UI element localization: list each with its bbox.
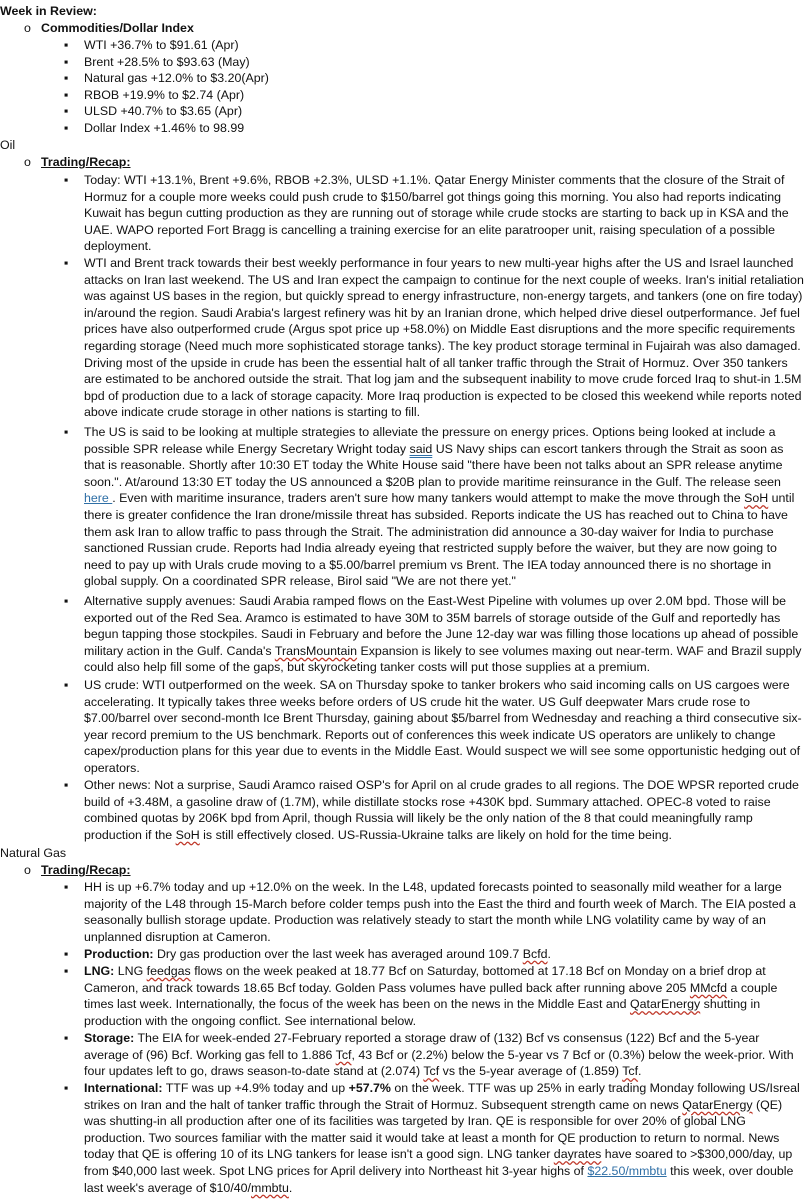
list-item: ▪ Brent +28.5% to $93.63 (May) <box>64 54 250 69</box>
gas-paragraph-lng: ▪ LNG: LNG feedgas flows on the week peaked at 18.77 Bcf on Saturday, bottomed at 17.18 Bcf on Monday on a brief drop at Cameron, and track towards 18.65 Bcf today. Golden Pass volumes have pulled back after running above 205 MMcfd a couple times last week. Internationally, the focus of the week has been on the news in the Middle East and QatarEnergy shutting in production with the ongoing conflict. See international below. <box>64 964 778 1028</box>
oil-paragraph-alt-supply: ▪ Alternative supply avenues: Saudi Arabia ramped flows on the East-West Pipeline with volumes up over 2.0M bpd. Those will be exported out of the Red Sea. Aramco is estimated to have 30M to 35M barrels of storage outside of the Gulf and reportedly has begun tapping those stockpiles. Saudi in February and before the June 12-day war was filling those locations up ahead of possible military action in the Gulf. Canda's TransMountain Expansion is likely to see volumes maxing out near-term. WAF and Brazil supply could also help fill some of the gaps, but skyrocketing tanker costs will put those supplies at a premium. <box>64 594 802 675</box>
square-bullet-icon: ▪ <box>64 71 69 85</box>
section-label-oil: Oil <box>0 138 16 152</box>
oil-paragraph-today: ▪ Today: WTI +13.1%, Brent +9.6%, RBOB +2.3%, ULSD +1.1%. Qatar Energy Minister comments that the closure of the Strait of Hormuz for a couple more weeks could push crude to $150/barrel got things going this morning. You also had reports indicating Kuwait has begun cutting production as they are running out of storage while crude stocks are starting to back up in KSA and the UAE. WAPO reported Fort Bragg is cancelling a training exercise for an elite paratrooper unit, raising speculation of a possible deployment. <box>64 173 789 254</box>
said-link[interactable]: said <box>409 441 433 456</box>
list-item: ▪ RBOB +19.9% to $2.74 (Apr) <box>64 87 245 102</box>
lng-price-link[interactable]: $22.50/mmbtu <box>587 1163 667 1178</box>
spelling-flag: Tcf <box>335 1047 352 1062</box>
list-item: ▪ Natural gas +12.0% to $3.20(Apr) <box>64 71 269 85</box>
gas-paragraph-production: ▪ Production: Dry gas production over the last week has averaged around 109.7 Bcfd. <box>64 947 551 961</box>
gas-paragraph-summary: ▪ HH is up +6.7% today and up +12.0% on the week. In the L48, updated forecasts pointed to seasonally mild weather for a large majority of the L48 through 15-March before colder temps push into the East the third and fourth week of March. The EIA posted a seasonally bullish storage update. Production was relatively steady to start the month while LNG volatility came by way of an unplanned disruption at Cameron. <box>64 880 796 944</box>
square-bullet-icon: ▪ <box>64 120 69 135</box>
list-item: ▪ Dollar Index +1.46% to 98.99 <box>64 120 245 135</box>
spelling-flag: mmbtu <box>251 1180 289 1195</box>
oil-paragraph-us-crude: ▪ US crude: WTI outperformed on the week. SA on Thursday spoke to tanker brokers who said incoming calls on US cargoes were accelerating. It typically takes three weeks before orders of US crude hit the water. US Gulf deepwater Mars crude rose to $7.00/barrel over second-month Ice Brent Thursday, gaining about $5/barrel from Wednesday and reaching a third consecutive six-year record premium to the US benchmark. Reports out of conferences this week indicate US operators are unlikely to change capex/production plans for this year due to events in the Middle East. Would suspect we will see some opportunistic hedging out of operators. <box>64 678 802 775</box>
spelling-flag: Tcf <box>423 1064 440 1079</box>
gas-recap-heading: o Trading/Recap: <box>24 863 131 877</box>
spelling-flag: QatarEnergy <box>629 997 701 1012</box>
spelling-flag: QatarEnergy <box>682 1097 753 1112</box>
release-here-link[interactable]: here <box>84 491 113 506</box>
spelling-flag: MMcfd <box>689 980 728 995</box>
square-bullet-icon: ▪ <box>64 256 69 270</box>
oil-paragraph-other-news: ▪ Other news: Not a surprise, Saudi Aramco raised OSP's for April on al crude grades to all regions. The DOE WPSR reported crude build of +3.48M, a gasoline draw of (1.7M), while distillate stocks rose +430K bpd. Summary attached. OPEC-8 voted to raise combined quotas by 206K bpd from April, though Russia will likely be the only nation of the 8 that could meaningfully ramp production if the SoH is still effectively closed. US-Russia-Ukraine talks are likely on hold for the time being. <box>64 778 799 842</box>
square-bullet-icon: ▪ <box>64 947 69 961</box>
page-title: Week in Review: <box>0 4 97 18</box>
spelling-flag: TransMountain <box>274 643 358 658</box>
square-bullet-icon: ▪ <box>64 173 69 187</box>
section-label-natural-gas: Natural Gas <box>0 846 67 860</box>
square-bullet-icon: ▪ <box>64 964 69 978</box>
oil-paragraph-us-strategies: ▪ The US is said to be looking at multiple strategies to alleviate the pressure on energy prices. Options being looked at include a possible SPR release while Energy Secretary Wright today said US Navy ships can escort tankers through the Strait as soon as that is reasonable. Shortly after 10:30 ET today the White House said "there have been not talks about an SPR release anytime soon.". At/around 13:30 ET today the US announced a $20B plan to provide maritime reinsurance in the Gulf. The release seen here . Even with maritime insurance, traders aren't sure how many tankers would attempt to make the move through the SoH until there is greater confidence the Iran drone/missile threat has subsided. Reports indicate the US has reached out to China to have them ask Iran to allow traffic to pass through the Strait. The administration did announce a 30-day waiver for India to purchase sanctioned Russian crude. Reports had India already eyeing that restricted supply before the waiver, but they are now going to need to pay up with Urals crude moving to a $5.00/barrel premium vs Brent. The IEA today announced there is no shortage in global supply. On a coordinated SPR release, Birol said "We are not there yet." <box>64 425 795 589</box>
square-bullet-icon: ▪ <box>64 104 69 118</box>
hollow-circle-icon: o <box>24 155 31 169</box>
gas-paragraph-storage: ▪ Storage: The EIA for week-ended 27-February reported a storage draw of (132) Bcf vs consensus (122) Bcf and the 5-year average of (96) Bcf. Working gas fell to 1.886 Tcf, 43 Bcf or (2.2%) below the 5-year vs 7 Bcf or (0.3%) below the week-prior. With four updates left to go, draws season-to-date stand at (2.074) Tcf vs the 5-year average of (1.859) Tcf. <box>64 1031 794 1079</box>
square-bullet-icon: ▪ <box>64 425 69 439</box>
square-bullet-icon: ▪ <box>64 678 69 692</box>
square-bullet-icon: ▪ <box>64 1031 69 1045</box>
square-bullet-icon: ▪ <box>64 1081 69 1095</box>
hollow-circle-icon: o <box>24 863 31 877</box>
square-bullet-icon: ▪ <box>64 594 69 608</box>
gas-paragraph-international: ▪ International: TTF was up +4.9% today and up +57.7% on the week. TTF was up 25% in early trading Monday following US/Isreal strikes on Iran and the halt of tanker traffic through the Strait of Hormuz. Subsequent strength came on news QatarEnergy (QE) was shutting-in all production after one of its facilities was targeted by Iran. QE is responsible for over 20% of global LNG production. Two sources familiar with the matter said it would take at least a month for QE production to return to normal. News today that QE is offering 10 of its LNG tankers for lease isn't a good sign. LNG tanker dayrates have soared to >$300,000/day, up from $40,000 last week. Spot LNG prices for April delivery into Northeast hit 3-year highs of $22.50/mmbtu this week, over double last week's average of $10/40/mmbtu. <box>64 1081 800 1195</box>
spelling-flag: feedgas <box>146 964 191 978</box>
square-bullet-icon: ▪ <box>64 87 69 102</box>
oil-paragraph-weekly: ▪ WTI and Brent track towards their best weekly performance in four years to new multi-year highs after the US and Israel launched attacks on Iran last weekend. The US and Iran expect the campaign to continue for the next couple of weeks. Iran's initial retaliation was against US bases in the region, but quickly spread to energy infrastructure, non-energy targets, and tankers (one on fire today) in/around the region. Saudi Arabia's largest refinery was hit by an Iranian drone, which helped drive diesel outperformance. Jef fuel prices have also outperformed crude (Argus spot price up +58.0%) on Middle East disruptions and the more specific requirements regarding storage (Need much more sophisticated storage tanks). The key product storage terminal in Fujairah was also damaged. Driving most of the upside in crude has been the essential halt of all tanker traffic through the Strait of Hormuz. Over 350 tankers are estimated to be anchored outside the strait. That log jam and the subsequent inability to move crude forced Iraq to shut-in 1.5M bpd of production due to a lack of storage capacity. More Iraq production is expected to be closed this weekend while reports noted above indicate crude storage in other nations is starting to fill. <box>64 256 804 420</box>
square-bullet-icon: ▪ <box>64 778 69 792</box>
list-item: ▪ ULSD +40.7% to $3.65 (Apr) <box>64 104 243 118</box>
square-bullet-icon: ▪ <box>64 880 69 894</box>
square-bullet-icon: ▪ <box>64 38 69 52</box>
spelling-flag: Tcf <box>622 1064 639 1079</box>
hollow-circle-icon: o <box>24 21 31 35</box>
spelling-flag: SoH <box>744 491 769 506</box>
oil-recap-heading: o Trading/Recap: <box>24 155 131 169</box>
list-item: ▪ WTI +36.7% to $91.61 (Apr) <box>64 38 239 52</box>
spelling-flag: dayrates <box>553 1147 602 1162</box>
spelling-flag: SoH <box>175 827 200 842</box>
commodities-heading: o Commodities/Dollar Index <box>24 21 194 35</box>
spelling-flag: Bcfd <box>522 947 548 961</box>
square-bullet-icon: ▪ <box>64 54 69 69</box>
